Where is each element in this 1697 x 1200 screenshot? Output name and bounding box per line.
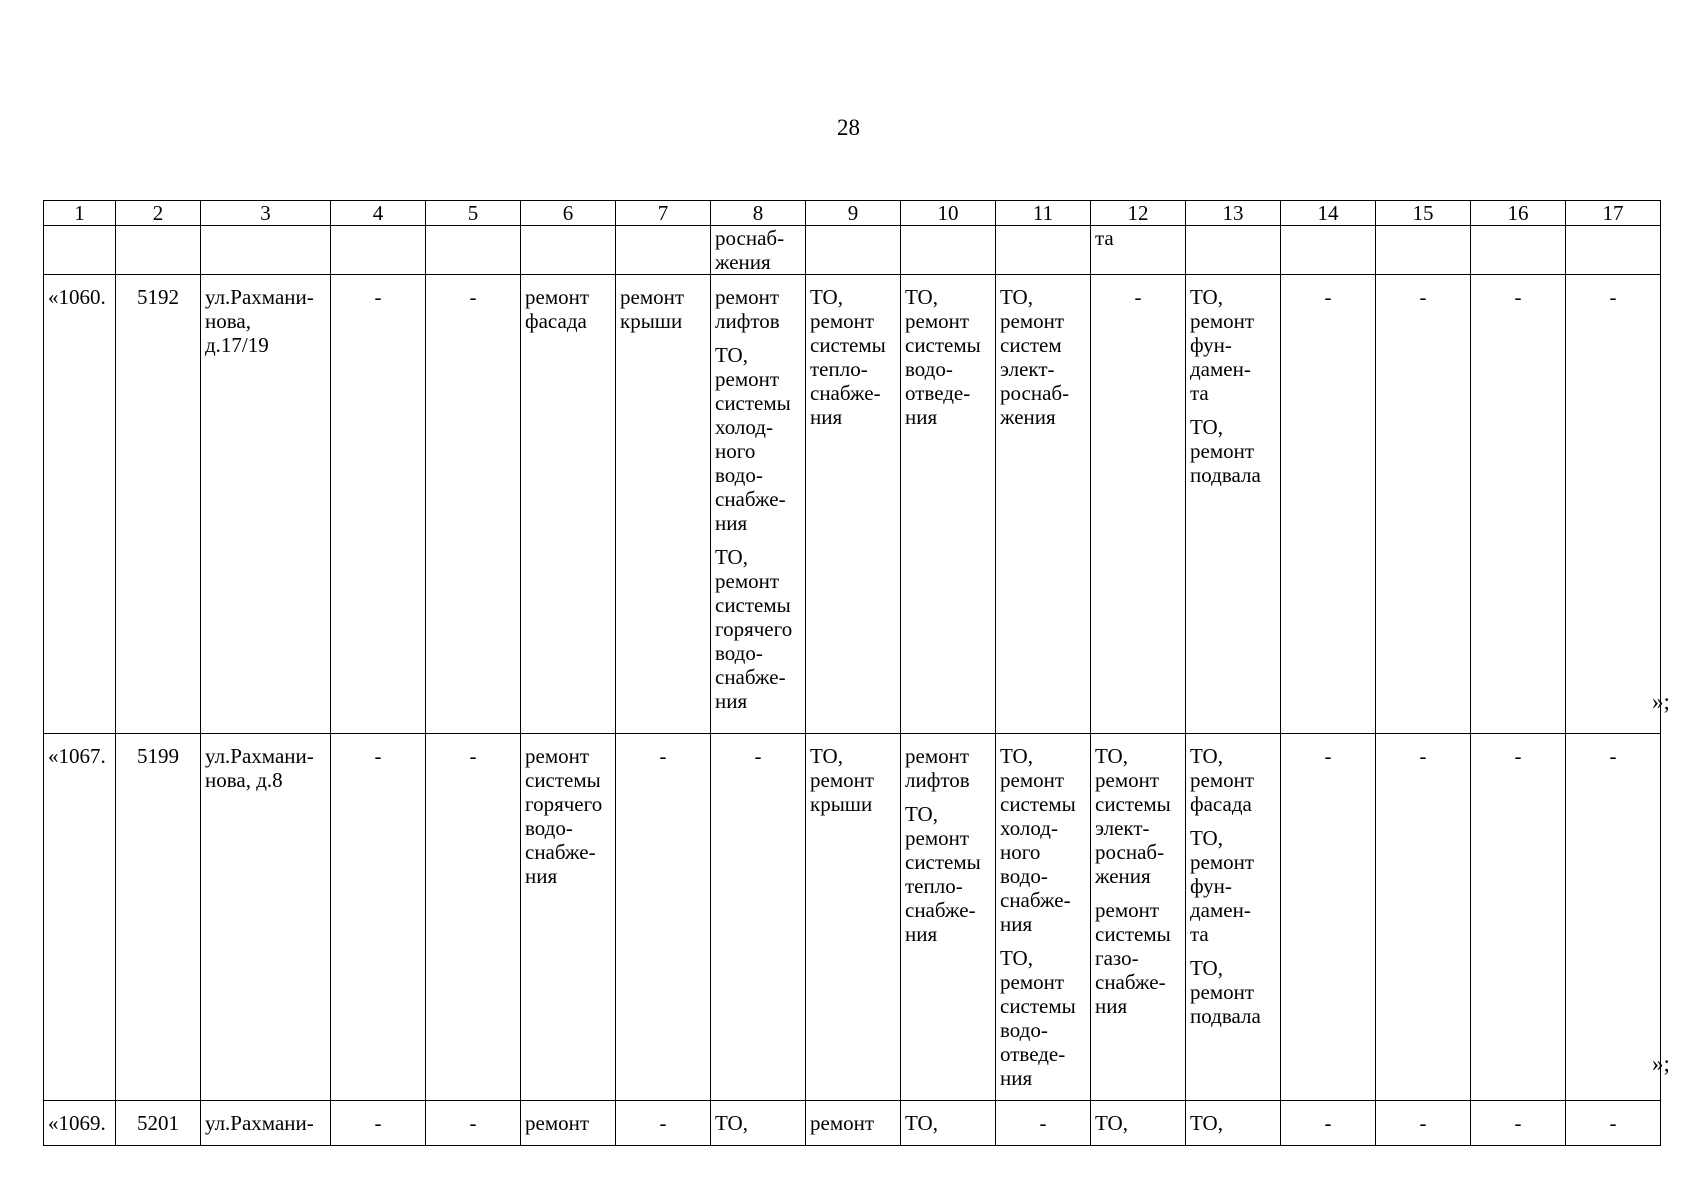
- table-cell-col17: [1566, 1101, 1661, 1146]
- closing-quote: »;: [1652, 1051, 1670, 1076]
- cell-paragraph: -: [659, 744, 667, 768]
- table-cell-col8: [711, 1101, 806, 1146]
- table-cell-col11: [996, 734, 1091, 1101]
- cell-paragraph: ТО, ремонт системы элект- роснаб- жения: [1095, 744, 1171, 888]
- cell-paragraph: ТО,: [1095, 1111, 1128, 1135]
- cell-paragraph: ремонт системы горячего водо- снабже- ния: [525, 744, 603, 888]
- table-cell-col4: [331, 734, 426, 1101]
- column-number: 12: [1091, 201, 1186, 226]
- table-cell-col2: [116, 734, 201, 1101]
- table-cell-col17: [1566, 275, 1661, 734]
- cell-text: «1060.: [48, 285, 106, 309]
- cell-paragraph: ремонт лифтов: [905, 744, 970, 792]
- cell-paragraph: ТО, ремонт фун- дамен- та: [1190, 826, 1255, 946]
- table-cell-col15: [1376, 275, 1471, 734]
- cell-text: -: [374, 744, 382, 768]
- cell-text: -: [1514, 285, 1522, 309]
- cell-text: -: [1419, 744, 1427, 768]
- table-cell-col12: [1091, 734, 1186, 1101]
- table-cell-col17: [1566, 734, 1661, 1101]
- table-row: [44, 734, 1661, 1101]
- column-number: 8: [711, 201, 806, 226]
- table-cell-col7: [616, 734, 711, 1101]
- cell-paragraph: ТО, ремонт крыши: [810, 744, 875, 816]
- table-cell-col2: [116, 275, 201, 734]
- cell-paragraph: ТО, ремонт системы горячего водо- снабже- ния: [715, 545, 793, 713]
- table-cell-col1: [44, 1101, 116, 1146]
- cell-text: -: [469, 744, 477, 768]
- table-cell-col9: [806, 734, 901, 1101]
- cell-paragraph: ремонт крыши: [620, 285, 685, 333]
- column-number: 16: [1471, 201, 1566, 226]
- cell-paragraph: ремонт: [810, 1111, 875, 1135]
- table-cell-col15: [1376, 734, 1471, 1101]
- table-cell-col12: [1091, 1101, 1186, 1146]
- continuation-row: [44, 226, 1661, 275]
- cell-text: -: [1609, 744, 1617, 768]
- column-number: 17: [1566, 201, 1661, 226]
- table-cell-col12: [1091, 275, 1186, 734]
- cell-text: «1067.: [48, 744, 106, 768]
- cell-text: -: [1419, 1111, 1427, 1135]
- cell-paragraph: ТО, ремонт подвала: [1190, 415, 1261, 487]
- table-cell-col14: [1281, 734, 1376, 1101]
- cell-paragraph: ТО, ремонт системы водо- отведе- ния: [905, 285, 981, 429]
- cell-text: ул.Рахмани- нова, д.17/19: [205, 285, 314, 357]
- cell-text: -: [374, 285, 382, 309]
- cell-text: -: [469, 1111, 477, 1135]
- table-cell-col10: [901, 1101, 996, 1146]
- column-number: 2: [116, 201, 201, 226]
- cell-paragraph: ремонт фасада: [525, 285, 590, 333]
- table-cell-col5: [426, 1101, 521, 1146]
- cell-text: -: [1609, 1111, 1617, 1135]
- table-cell-col1: [44, 734, 116, 1101]
- page-number: 28: [837, 115, 860, 140]
- column-number: 11: [996, 201, 1091, 226]
- cell-text: -: [1324, 1111, 1332, 1135]
- cell-paragraph: ТО, ремонт системы тепло- снабже- ния: [810, 285, 886, 429]
- cell-paragraph: -: [659, 1111, 667, 1135]
- column-number-row: [44, 201, 1661, 226]
- column-number: 7: [616, 201, 711, 226]
- table-cell-col6: [521, 275, 616, 734]
- column-number: 10: [901, 201, 996, 226]
- table-cell-col4: [331, 275, 426, 734]
- table-cell-col11: [996, 1101, 1091, 1146]
- table-cell-col13: [1186, 1101, 1281, 1146]
- column-number: 14: [1281, 201, 1376, 226]
- column-number: 5: [426, 201, 521, 226]
- table-cell-col1: [44, 275, 116, 734]
- table-cell-col16: [1471, 275, 1566, 734]
- cell-text: -: [1609, 285, 1617, 309]
- continued-text: та: [1095, 226, 1114, 250]
- cell-text: 5201: [137, 1111, 179, 1135]
- cell-paragraph: ТО, ремонт системы водо- отведе- ния: [1000, 946, 1076, 1090]
- cell-paragraph: ТО, ремонт фасада: [1190, 744, 1255, 816]
- table-cell-col9: [806, 1101, 901, 1146]
- cell-text: 5192: [137, 285, 179, 309]
- cell-text: ул.Рахмани- нова, д.8: [205, 744, 314, 792]
- column-number: 4: [331, 201, 426, 226]
- cell-text: -: [1324, 744, 1332, 768]
- table-cell-col5: [426, 275, 521, 734]
- work-schedule-table: [43, 200, 1661, 1146]
- cell-paragraph: ремонт системы газо- снабже- ния: [1095, 898, 1171, 1018]
- cell-text: 5199: [137, 744, 179, 768]
- table-cell-col6: [521, 734, 616, 1101]
- table-cell-col10: [901, 734, 996, 1101]
- column-number: 13: [1186, 201, 1281, 226]
- column-number: 3: [201, 201, 331, 226]
- table-row: [44, 1101, 1661, 1146]
- cell-paragraph: ТО, ремонт системы тепло- снабже- ния: [905, 802, 981, 946]
- column-number: 6: [521, 201, 616, 226]
- cell-text: -: [1324, 285, 1332, 309]
- table-cell-col4: [331, 1101, 426, 1146]
- cell-paragraph: -: [1134, 285, 1142, 309]
- continued-text: роснаб- жения: [715, 226, 785, 274]
- table-cell-col5: [426, 734, 521, 1101]
- cell-text: ул.Рахмани-: [205, 1111, 314, 1135]
- cell-paragraph: ТО, ремонт подвала: [1190, 956, 1261, 1028]
- cell-paragraph: ТО,: [905, 1111, 938, 1135]
- column-number: 1: [44, 201, 116, 226]
- table-cell-col14: [1281, 1101, 1376, 1146]
- cell-paragraph: ТО, ремонт систем элект- роснаб- жения: [1000, 285, 1070, 429]
- table-cell-col2: [116, 1101, 201, 1146]
- cell-text: -: [1514, 1111, 1522, 1135]
- column-number: 15: [1376, 201, 1471, 226]
- table-cell-col3: [201, 1101, 331, 1146]
- cell-text: -: [1514, 744, 1522, 768]
- table-cell-col8: [711, 275, 806, 734]
- cell-paragraph: -: [754, 744, 762, 768]
- table-cell-col15: [1376, 1101, 1471, 1146]
- table-cell-col7: [616, 1101, 711, 1146]
- table-cell-col3: [201, 734, 331, 1101]
- column-number: 9: [806, 201, 901, 226]
- table-cell-col14: [1281, 275, 1376, 734]
- table-cell-col13: [1186, 275, 1281, 734]
- cell-text: -: [469, 285, 477, 309]
- cell-paragraph: ремонт лифтов: [715, 285, 780, 333]
- cell-paragraph: ТО,: [715, 1111, 748, 1135]
- cell-text: -: [374, 1111, 382, 1135]
- table-cell-col16: [1471, 734, 1566, 1101]
- cell-paragraph: ТО, ремонт системы холод- ного водо- снабже- ния: [1000, 744, 1076, 936]
- table-cell-col16: [1471, 1101, 1566, 1146]
- table-cell-col9: [806, 275, 901, 734]
- table-cell-col13: [1186, 734, 1281, 1101]
- cell-text: «1069.: [48, 1111, 106, 1135]
- closing-quote: »;: [1652, 689, 1670, 714]
- cell-text: -: [1419, 285, 1427, 309]
- cell-paragraph: ремонт: [525, 1111, 590, 1135]
- table-cell-col7: [616, 275, 711, 734]
- table-cell-col10: [901, 275, 996, 734]
- table-cell-col3: [201, 275, 331, 734]
- table-cell-col8: [711, 734, 806, 1101]
- cell-paragraph: -: [1039, 1111, 1047, 1135]
- table-cell-col6: [521, 1101, 616, 1146]
- table-cell-col11: [996, 275, 1091, 734]
- cell-paragraph: ТО, ремонт системы холод- ного водо- снабже- ния: [715, 343, 791, 535]
- cell-paragraph: ТО, ремонт фун- дамен- та: [1190, 285, 1255, 405]
- cell-paragraph: ТО,: [1190, 1111, 1223, 1135]
- table-row: [44, 275, 1661, 734]
